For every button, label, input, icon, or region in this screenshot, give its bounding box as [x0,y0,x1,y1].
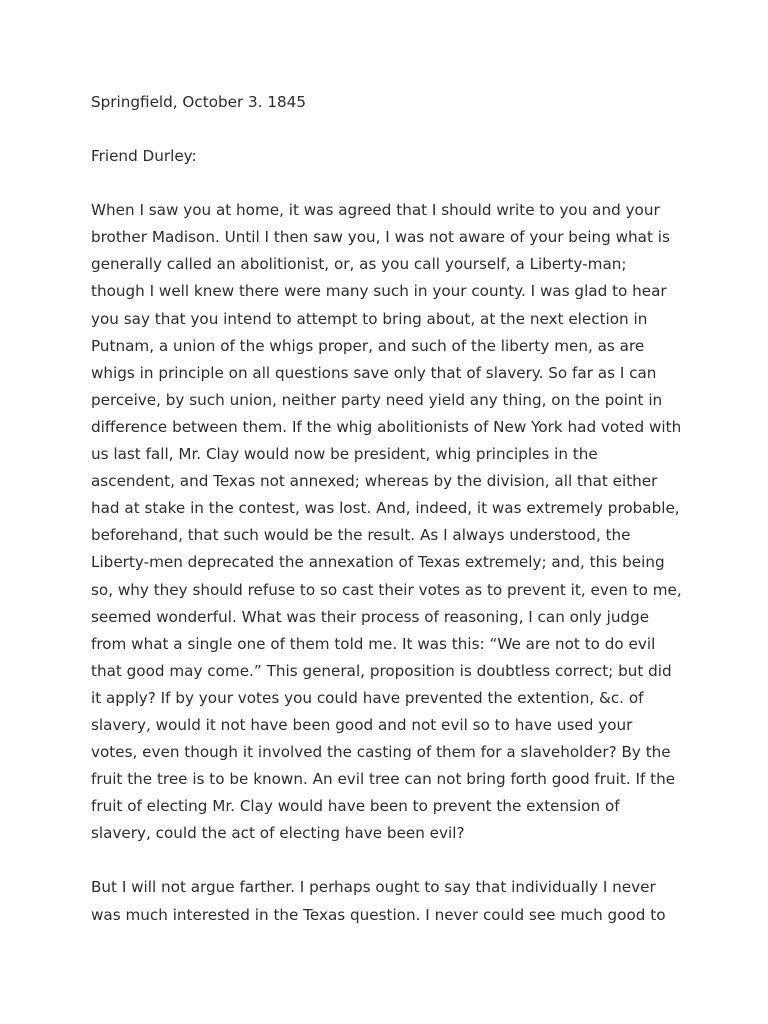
paragraph-1 [91,197,691,847]
spacer [91,847,691,874]
text-line: Liberty-men deprecated the annexation of Texas extremely; and, this being [91,553,665,572]
text-line: Putnam, a union of the whigs proper, and such of the liberty men, as are [91,336,645,355]
text-line: beforehand, that such would be the result. As I always understood, the [91,526,631,545]
text-line: whigs in principle on all questions save only that of slavery. So far as I can [91,363,657,382]
text-line: But I will not argue farther. I perhaps ought to say that individually I never [91,878,656,897]
text-line: brother Madison. Until I then saw you, I was not aware of your being what is [91,228,670,247]
spacer [91,170,691,197]
text-line: was much interested in the Texas question. I never could see much good to [91,905,666,924]
text-line: difference between them. If the whig abolitionists of New York had voted with [91,417,682,436]
text-line: though I well knew there were many such in your county. I was glad to hear [91,282,667,301]
text-line: that good may come.” This general, proposition is doubtless correct; but did [91,661,672,680]
text-line: us last fall, Mr. Clay would now be president, whig principles in the [91,445,598,464]
text-line: it apply? If by your votes you could have prevented the extention, &c. of [91,688,644,707]
text-line: slavery, would it not have been good and not evil so to have used your [91,715,633,734]
text-line: When I saw you at home, it was agreed that I should write to you and your [91,201,660,220]
text-line: you say that you intend to attempt to bring about, at the next election in [91,309,648,328]
text-line: fruit of electing Mr. Clay would have been to prevent the extension of [91,797,620,816]
text-line: slavery, could the act of electing have been evil? [91,824,465,843]
letter-page [91,89,691,929]
text-line: votes, even though it involved the casting of them for a slaveholder? By the [91,743,671,762]
salutation: Friend Durley: [91,147,197,166]
text-line: ascendent, and Texas not annexed; whereas by the division, all that either [91,472,658,491]
text-line: perceive, by such union, neither party need yield any thing, on the point in [91,390,663,409]
date-line: Springfield, October 3. 1845 [91,93,307,111]
text-line: so, why they should refuse to so cast their votes as to prevent it, even to me, [91,580,682,599]
text-line: fruit the tree is to be known. An evil tree can not bring forth good fruit. If the [91,770,676,789]
spacer [91,116,691,143]
text-line: from what a single one of them told me. It was this: “We are not to do evil [91,634,656,653]
text-line: had at stake in the contest, was lost. And, indeed, it was extremely probable, [91,499,680,518]
text-line: generally called an abolitionist, or, as you call yourself, a Liberty-man; [91,255,627,274]
paragraph-2 [91,874,691,928]
text-line: seemed wonderful. What was their process of reasoning, I can only judge [91,607,650,626]
